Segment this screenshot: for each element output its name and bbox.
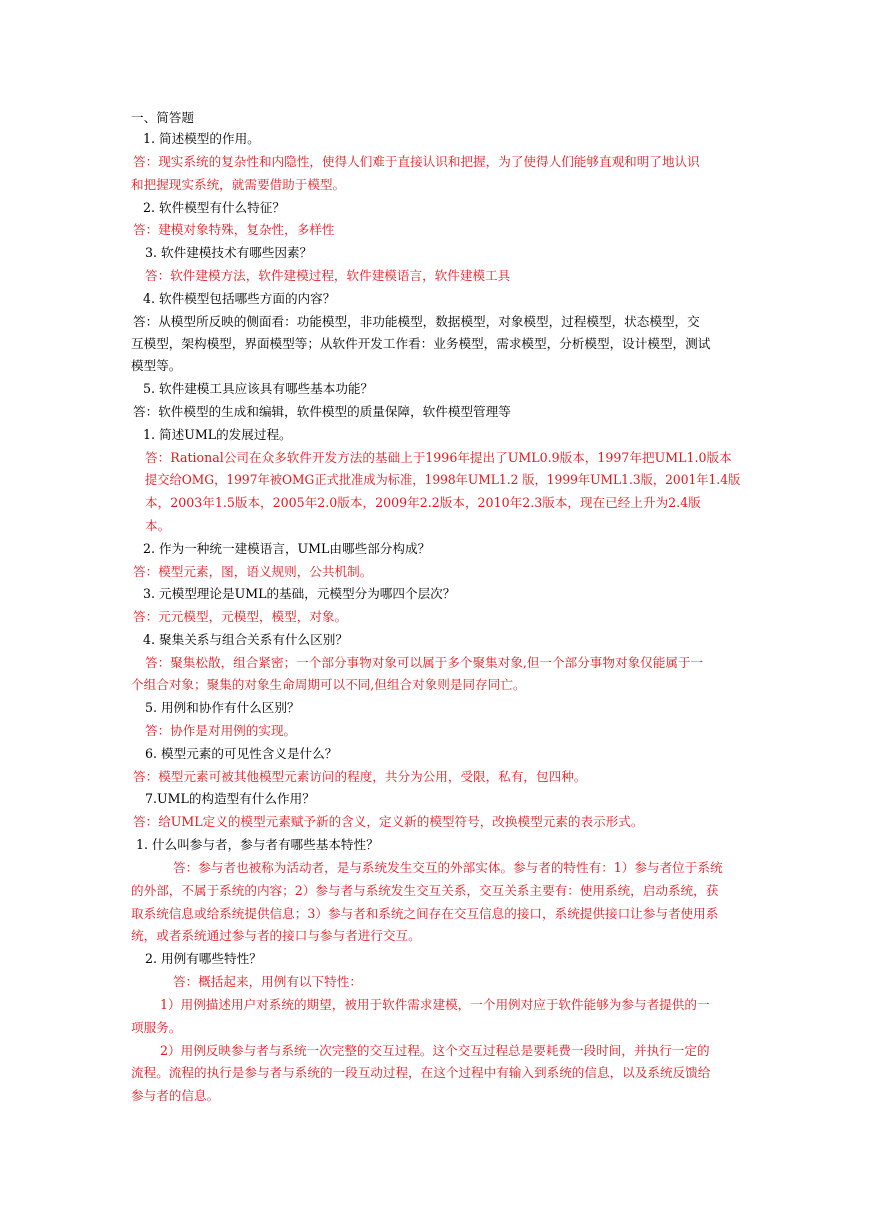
answer-line: 答：软件建模方法，软件建模过程，软件建模语言，软件建模工具 xyxy=(145,268,511,283)
question-line: 6. 模型元素的可见性含义是什么？ xyxy=(145,746,338,761)
answer-line: 个组合对象；聚集的对象生命周期可以不同,但组合对象则是同存同亡。 xyxy=(131,677,526,692)
question-line: 3. 软件建模技术有哪些因素？ xyxy=(145,245,313,260)
question-line: 7.UML的构造型有什么作用？ xyxy=(145,791,315,806)
answer-line: 答：建模对象特殊，复杂性，多样性 xyxy=(133,222,335,237)
answer-line: 答：Rational公司在众多软件开发方法的基础上于1996年提出了UML0.9版本，1997年把UML1.0版本 xyxy=(145,450,732,465)
answer-line: 答：给UML定义的模型元素赋予新的含义，定义新的模型符号，改换模型元素的表示形式。 xyxy=(133,814,644,829)
answer-line: 答：协作是对用例的实现。 xyxy=(145,723,297,738)
answer-line: 答：元元模型，元模型，模型，对象。 xyxy=(133,609,348,624)
question-line: 4. 聚集关系与组合关系有什么区别？ xyxy=(143,632,348,647)
answer-line: 统，或者系统通过参与者的接口与参与者进行交互。 xyxy=(131,928,421,943)
answer-line: 答：软件模型的生成和编辑，软件模型的质量保障，软件模型管理等 xyxy=(133,404,511,419)
section-title: 一、简答题 xyxy=(131,110,194,125)
answer-line: 模型等。 xyxy=(131,358,182,373)
answer-line: 和把握现实系统，就需要借助于模型。 xyxy=(131,177,346,192)
question-line: 1. 什么叫参与者，参与者有哪些基本特性？ xyxy=(136,837,379,852)
answer-line: 项服务。 xyxy=(131,1020,182,1035)
question-line: 5. 软件建模工具应该具有哪些基本功能？ xyxy=(143,381,374,396)
answer-line: 取系统信息或给系统提供信息；3）参与者和系统之间存在交互信息的接口，系统提供接口让参与者使用系 xyxy=(131,906,719,921)
question-line: 2. 用例有哪些特性？ xyxy=(145,951,262,966)
answer-line: 答：现实系统的复杂性和内隐性，使得人们难于直接认识和把握，为了使得人们能够直观和明了地认识 xyxy=(133,154,700,169)
answer-line: 的外部，不属于系统的内容；2）参与者与系统发生交互关系，交互关系主要有：使用系统，启动系统，获 xyxy=(131,883,719,898)
answer-line: 答：参与者也被称为活动者，是与系统发生交互的外部实体。参与者的特性有：1）参与者位于系统 xyxy=(173,860,723,875)
question-line: 2. 软件模型有什么特征？ xyxy=(143,200,285,215)
answer-line: 答：概括起来，用例有以下特性： xyxy=(173,974,362,989)
answer-line: 答：从模型所反映的侧面看：功能模型，非功能模型，数据模型，对象模型，过程模型，状态模型，交 xyxy=(133,314,700,329)
question-line: 2. 作为一种统一建模语言，UML由哪些部分构成？ xyxy=(143,541,431,556)
question-line: 5. 用例和协作有什么区别？ xyxy=(145,700,300,715)
answer-line: 流程。流程的执行是参与者与系统的一段互动过程，在这个过程中有输入到系统的信息，以及系统反馈给 xyxy=(131,1065,711,1080)
answer-line: 本，2003年1.5版本，2005年2.0版本，2009年2.2版本，2010年2.3版本，现在已经上升为2.4版 xyxy=(145,495,701,510)
answer-line: 答：聚集松散，组合紧密；一个部分事物对象可以属于多个聚集对象,但一个部分事物对象仅能属于一 xyxy=(145,655,704,670)
answer-line: 答：模型元素可被其他模型元素访问的程度，共分为公用，受限，私有，包四种。 xyxy=(133,769,587,784)
answer-line: 2）用例反映参与者与系统一次完整的交互过程。这个交互过程总是要耗费一段时间，并执行一定的 xyxy=(160,1043,710,1058)
answer-line: 答：模型元素，图，语义规则，公共机制。 xyxy=(133,564,373,579)
answer-line: 互模型，架构模型，界面模型等；从软件开发工作看：业务模型，需求模型，分析模型，设计模型，测试 xyxy=(131,336,711,351)
answer-line: 提交给OMG，1997年被OMG正式批准成为标准，1998年UML1.2 版，1999年UML1.3版，2001年1.4版 xyxy=(145,472,741,487)
question-line: 1. 简述UML的发展过程。 xyxy=(143,427,292,442)
answer-line: 1）用例描述用户对系统的期望，被用于软件需求建模，一个用例对应于软件能够为参与者提供的一 xyxy=(160,997,710,1012)
question-line: 4. 软件模型包括哪些方面的内容？ xyxy=(143,291,336,306)
question-line: 3. 元模型理论是UML的基础，元模型分为哪四个层次？ xyxy=(143,586,456,601)
answer-line: 参与者的信息。 xyxy=(131,1088,220,1103)
answer-line: 本。 xyxy=(145,518,171,533)
question-line: 1. 简述模型的作用。 xyxy=(143,131,260,146)
